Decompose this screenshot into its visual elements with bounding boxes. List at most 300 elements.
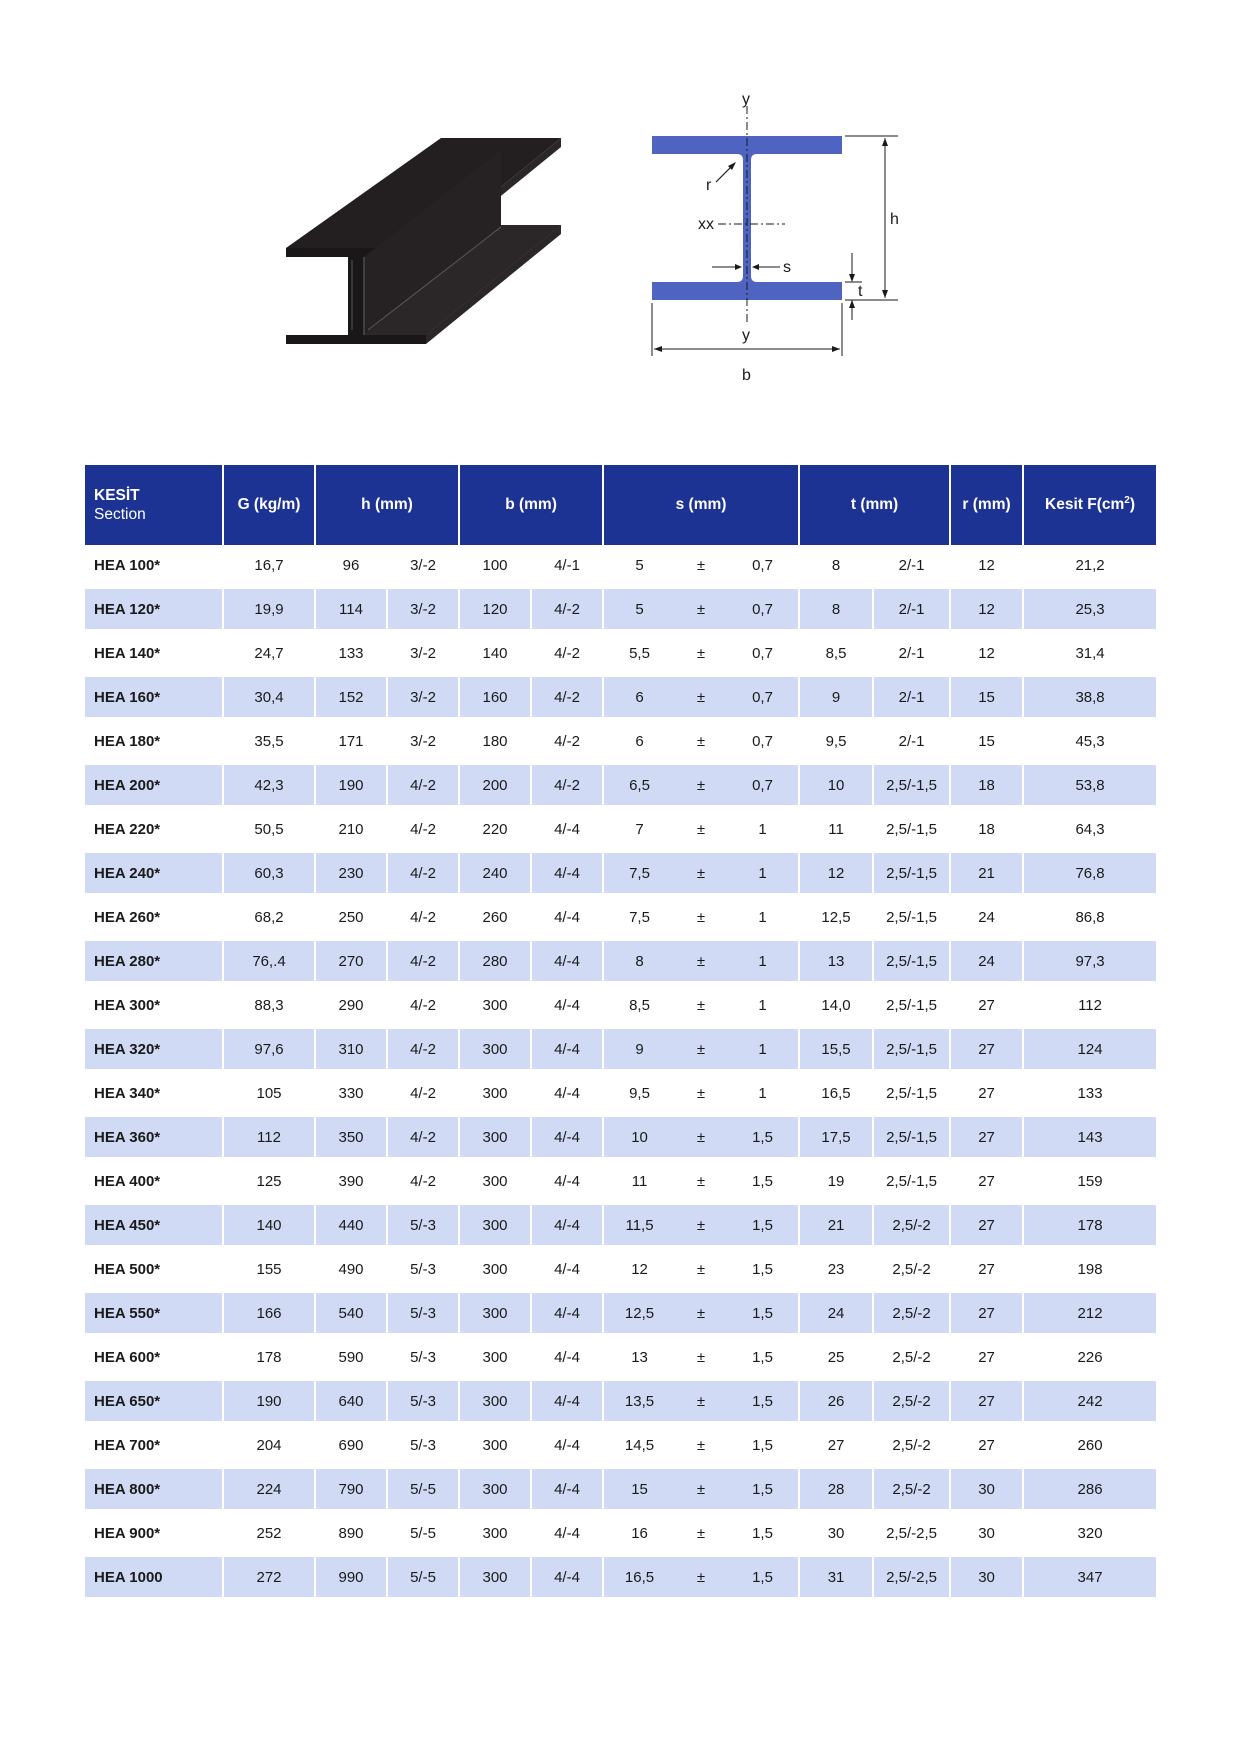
cell-r-val: 27 [950,1335,1023,1379]
cell-t-val: 9,5 [799,719,873,763]
table-row [85,1379,1157,1423]
cell-s-pm: ± [675,1159,727,1203]
cell-b-tol: 4/-4 [531,983,603,1027]
cell-f-val: 21,2 [1023,545,1157,587]
cell-b-val: 240 [459,851,531,895]
cell-s-pm: ± [675,1335,727,1379]
cell-s-pm: ± [675,1203,727,1247]
cell-h-tol: 3/-2 [387,631,459,675]
cell-s-tol: 1 [727,1071,799,1115]
cell-g: 97,6 [223,1027,315,1071]
cell-f-val: 347 [1023,1555,1157,1599]
cell-b-tol: 4/-4 [531,1203,603,1247]
cell-s-val: 7,5 [603,895,675,939]
cell-t-val: 24 [799,1291,873,1335]
cell-s-val: 12,5 [603,1291,675,1335]
cell-h-val: 590 [315,1335,387,1379]
cell-name: HEA 300* [85,983,223,1027]
cell-name: HEA 400* [85,1159,223,1203]
cell-h-tol: 4/-2 [387,1027,459,1071]
header-g: G (kg/m) [223,465,315,545]
table-row [85,1071,1157,1115]
cell-f-val: 86,8 [1023,895,1157,939]
hea-profile-table [85,465,1158,1601]
cell-s-val: 15 [603,1467,675,1511]
cell-g: 140 [223,1203,315,1247]
cell-b-val: 220 [459,807,531,851]
cell-h-val: 690 [315,1423,387,1467]
cell-t-tol: 2,5/-2,5 [873,1511,950,1555]
cell-h-val: 133 [315,631,387,675]
cell-s-val: 5,5 [603,631,675,675]
cell-r-val: 30 [950,1555,1023,1599]
cell-g: 155 [223,1247,315,1291]
cell-r-val: 27 [950,1247,1023,1291]
cell-s-val: 13 [603,1335,675,1379]
cell-s-val: 6 [603,675,675,719]
cell-t-tol: 2/-1 [873,545,950,587]
cell-r-val: 27 [950,1203,1023,1247]
cell-s-tol: 1,5 [727,1335,799,1379]
cell-r-val: 18 [950,763,1023,807]
cell-s-tol: 0,7 [727,587,799,631]
cell-g: 76,.4 [223,939,315,983]
cell-h-tol: 5/-5 [387,1555,459,1599]
cell-h-val: 96 [315,545,387,587]
cell-s-val: 10 [603,1115,675,1159]
cell-g: 178 [223,1335,315,1379]
table-row [85,1027,1157,1071]
cell-s-pm: ± [675,983,727,1027]
table-row [85,939,1157,983]
cell-s-tol: 1 [727,895,799,939]
cell-r-val: 27 [950,1027,1023,1071]
cell-s-pm: ± [675,1291,727,1335]
cell-h-tol: 4/-2 [387,763,459,807]
cell-h-tol: 3/-2 [387,587,459,631]
cell-t-val: 9 [799,675,873,719]
cell-f-val: 45,3 [1023,719,1157,763]
cell-t-val: 8 [799,587,873,631]
cell-f-val: 64,3 [1023,807,1157,851]
cell-s-pm: ± [675,587,727,631]
cell-h-tol: 5/-3 [387,1423,459,1467]
cell-s-pm: ± [675,939,727,983]
cell-t-val: 16,5 [799,1071,873,1115]
cell-t-tol: 2,5/-1,5 [873,1027,950,1071]
cell-b-val: 300 [459,1423,531,1467]
cell-t-val: 26 [799,1379,873,1423]
cell-s-val: 13,5 [603,1379,675,1423]
cell-b-tol: 4/-2 [531,719,603,763]
cell-b-val: 300 [459,1115,531,1159]
cell-b-val: 300 [459,983,531,1027]
cell-h-tol: 3/-2 [387,545,459,587]
cell-s-pm: ± [675,675,727,719]
cell-b-val: 300 [459,1467,531,1511]
cell-g: 112 [223,1115,315,1159]
cell-t-tol: 2,5/-2 [873,1247,950,1291]
cell-g: 19,9 [223,587,315,631]
cell-t-tol: 2,5/-2,5 [873,1555,950,1599]
cell-s-pm: ± [675,1027,727,1071]
label-h: h [890,211,899,228]
cell-s-pm: ± [675,1379,727,1423]
cell-r-val: 27 [950,983,1023,1027]
cell-h-tol: 3/-2 [387,675,459,719]
cell-t-tol: 2,5/-1,5 [873,851,950,895]
header-t: t (mm) [799,465,950,545]
header-section-en: Section [94,506,146,523]
cell-name: HEA 550* [85,1291,223,1335]
cell-b-val: 300 [459,1335,531,1379]
cell-b-tol: 4/-4 [531,1555,603,1599]
cell-f-val: 198 [1023,1247,1157,1291]
cell-t-tol: 2,5/-2 [873,1291,950,1335]
cell-b-tol: 4/-4 [531,807,603,851]
cell-g: 190 [223,1379,315,1423]
cell-s-tol: 1 [727,939,799,983]
table-header-row [85,465,1157,545]
cell-t-tol: 2,5/-1,5 [873,763,950,807]
cell-b-val: 300 [459,1379,531,1423]
cell-b-val: 200 [459,763,531,807]
cell-s-val: 12 [603,1247,675,1291]
cell-f-val: 320 [1023,1511,1157,1555]
header-f: Kesit $F(cm^2)$ [1023,465,1157,545]
cell-t-val: 27 [799,1423,873,1467]
table-row [85,1115,1157,1159]
cell-b-tol: 4/-2 [531,763,603,807]
cell-r-val: 27 [950,1071,1023,1115]
cell-f-val: 226 [1023,1335,1157,1379]
cell-b-tol: 4/-4 [531,1335,603,1379]
cell-h-tol: 3/-2 [387,719,459,763]
cell-s-tol: 1 [727,807,799,851]
cell-s-val: 7,5 [603,851,675,895]
cell-s-tol: 1,5 [727,1423,799,1467]
cell-name: HEA 500* [85,1247,223,1291]
cell-r-val: 27 [950,1159,1023,1203]
cell-t-tol: 2,5/-1,5 [873,895,950,939]
table-body [85,545,1157,1599]
cell-t-val: 8,5 [799,631,873,675]
cell-h-val: 440 [315,1203,387,1247]
cell-s-pm: ± [675,1071,727,1115]
cell-h-val: 290 [315,983,387,1027]
cell-name: HEA 900* [85,1511,223,1555]
cell-name: HEA 140* [85,631,223,675]
cell-h-tol: 5/-3 [387,1291,459,1335]
cell-name: HEA 600* [85,1335,223,1379]
cell-r-val: 15 [950,719,1023,763]
header-s: s (mm) [603,465,799,545]
cell-t-tol: 2,5/-1,5 [873,1115,950,1159]
cell-s-val: 6 [603,719,675,763]
cell-b-tol: 4/-4 [531,1027,603,1071]
cell-h-tol: 5/-3 [387,1379,459,1423]
cell-f-val: 112 [1023,983,1157,1027]
cell-s-val: 7 [603,807,675,851]
cell-h-tol: 4/-2 [387,807,459,851]
cell-name: HEA 240* [85,851,223,895]
cell-s-pm: ± [675,1555,727,1599]
cell-g: 68,2 [223,895,315,939]
cell-name: HEA 280* [85,939,223,983]
cell-b-tol: 4/-4 [531,1511,603,1555]
label-y-top: y [742,91,750,108]
cell-t-val: 28 [799,1467,873,1511]
cell-s-val: 14,5 [603,1423,675,1467]
cell-h-val: 270 [315,939,387,983]
cell-s-tol: 1,5 [727,1159,799,1203]
cell-f-val: 124 [1023,1027,1157,1071]
cell-g: 50,5 [223,807,315,851]
cell-b-tol: 4/-2 [531,587,603,631]
cell-g: 272 [223,1555,315,1599]
cell-h-val: 250 [315,895,387,939]
cell-h-val: 490 [315,1247,387,1291]
cell-b-tol: 4/-2 [531,675,603,719]
cell-h-tol: 4/-2 [387,983,459,1027]
label-y-bottom: y [742,327,750,344]
cell-h-tol: 5/-5 [387,1511,459,1555]
cell-h-tol: 4/-2 [387,1071,459,1115]
label-xx: xx [698,216,714,233]
table-row [85,1511,1157,1555]
cell-b-tol: 4/-2 [531,631,603,675]
cell-b-val: 100 [459,545,531,587]
cell-name: HEA 450* [85,1203,223,1247]
cell-s-val: 6,5 [603,763,675,807]
beam-bottom-flange-edge [286,335,426,344]
cell-t-tol: 2,5/-1,5 [873,807,950,851]
table-row [85,983,1157,1027]
cell-s-tol: 1 [727,983,799,1027]
cell-b-val: 300 [459,1511,531,1555]
cell-s-tol: 1,5 [727,1247,799,1291]
cell-t-tol: 2/-1 [873,675,950,719]
cell-f-val: 53,8 [1023,763,1157,807]
table-row [85,719,1157,763]
cell-h-tol: 4/-2 [387,1115,459,1159]
cell-t-tol: 2,5/-1,5 [873,939,950,983]
cell-t-val: 12 [799,851,873,895]
cell-t-tol: 2,5/-2 [873,1335,950,1379]
cell-s-val: 11,5 [603,1203,675,1247]
cell-f-val: 260 [1023,1423,1157,1467]
table-row [85,851,1157,895]
cell-s-pm: ± [675,851,727,895]
cell-g: 224 [223,1467,315,1511]
table-row [85,1247,1157,1291]
cell-b-tol: 4/-4 [531,1247,603,1291]
cell-t-val: 13 [799,939,873,983]
cell-g: 42,3 [223,763,315,807]
table-row [85,545,1157,587]
cell-s-tol: 1 [727,851,799,895]
cell-t-val: 25 [799,1335,873,1379]
i-beam-3d-illustration [286,130,576,360]
cell-t-val: 31 [799,1555,873,1599]
cell-s-tol: 1,5 [727,1555,799,1599]
cell-t-tol: 2,5/-2 [873,1379,950,1423]
cell-t-val: 14,0 [799,983,873,1027]
cell-g: 125 [223,1159,315,1203]
cell-b-tol: 4/-4 [531,1159,603,1203]
cell-t-tol: 2,5/-2 [873,1423,950,1467]
cell-b-tol: 4/-1 [531,545,603,587]
cell-h-tol: 4/-2 [387,1159,459,1203]
table-row [85,807,1157,851]
cell-s-pm: ± [675,1247,727,1291]
cell-name: HEA 160* [85,675,223,719]
cell-s-tol: 1,5 [727,1291,799,1335]
table-row [85,1203,1157,1247]
cell-s-pm: ± [675,895,727,939]
cell-t-tol: 2/-1 [873,719,950,763]
header-b: b (mm) [459,465,603,545]
cell-h-tol: 5/-3 [387,1247,459,1291]
cell-t-tol: 2,5/-2 [873,1203,950,1247]
cell-r-val: 27 [950,1379,1023,1423]
table-row [85,1467,1157,1511]
table-row [85,587,1157,631]
cell-s-pm: ± [675,1467,727,1511]
table-row [85,1555,1157,1599]
cell-g: 60,3 [223,851,315,895]
cell-b-val: 300 [459,1071,531,1115]
cell-b-val: 180 [459,719,531,763]
cell-b-tol: 4/-4 [531,1071,603,1115]
cell-b-val: 160 [459,675,531,719]
cell-name: HEA 320* [85,1027,223,1071]
cell-r-val: 15 [950,675,1023,719]
cell-t-tol: 2,5/-1,5 [873,983,950,1027]
cell-b-tol: 4/-4 [531,851,603,895]
cell-b-val: 300 [459,1027,531,1071]
cell-name: HEA 100* [85,545,223,587]
table-row [85,1159,1157,1203]
cell-b-val: 300 [459,1555,531,1599]
cell-t-val: 11 [799,807,873,851]
cell-g: 252 [223,1511,315,1555]
cell-s-tol: 1,5 [727,1511,799,1555]
label-r: r [706,177,712,194]
header-h: h (mm) [315,465,459,545]
table-row [85,1423,1157,1467]
cell-name: HEA 120* [85,587,223,631]
cell-g: 35,5 [223,719,315,763]
cell-h-val: 390 [315,1159,387,1203]
cell-b-val: 260 [459,895,531,939]
cell-s-val: 16,5 [603,1555,675,1599]
cell-b-val: 300 [459,1203,531,1247]
cell-s-pm: ± [675,545,727,587]
cell-s-tol: 1,5 [727,1467,799,1511]
cell-name: HEA 650* [85,1379,223,1423]
cell-h-val: 640 [315,1379,387,1423]
cell-r-val: 30 [950,1467,1023,1511]
cell-name: HEA 180* [85,719,223,763]
cell-f-val: 38,8 [1023,675,1157,719]
cell-s-pm: ± [675,631,727,675]
cell-h-val: 114 [315,587,387,631]
cell-name: HEA 200* [85,763,223,807]
cell-name: HEA 260* [85,895,223,939]
cell-t-tol: 2/-1 [873,587,950,631]
cell-s-val: 16 [603,1511,675,1555]
cell-r-val: 12 [950,631,1023,675]
cell-s-tol: 1,5 [727,1203,799,1247]
cell-h-val: 210 [315,807,387,851]
cell-f-val: 242 [1023,1379,1157,1423]
cell-b-tol: 4/-4 [531,1291,603,1335]
cell-name: HEA 800* [85,1467,223,1511]
cell-h-val: 330 [315,1071,387,1115]
cell-r-val: 18 [950,807,1023,851]
header-r: r (mm) [950,465,1023,545]
cell-name: HEA 1000 [85,1555,223,1599]
cell-r-val: 21 [950,851,1023,895]
cell-h-val: 540 [315,1291,387,1335]
cell-s-pm: ± [675,763,727,807]
cell-s-val: 8,5 [603,983,675,1027]
cell-f-val: 143 [1023,1115,1157,1159]
cell-name: HEA 360* [85,1115,223,1159]
cell-s-pm: ± [675,807,727,851]
cell-t-tol: 2,5/-1,5 [873,1159,950,1203]
table-row [85,1291,1157,1335]
cell-b-tol: 4/-4 [531,1379,603,1423]
cell-b-val: 300 [459,1159,531,1203]
cell-h-tol: 5/-5 [387,1467,459,1511]
cell-g: 24,7 [223,631,315,675]
cell-t-val: 30 [799,1511,873,1555]
cell-g: 204 [223,1423,315,1467]
cell-s-tol: 0,7 [727,763,799,807]
cell-g: 105 [223,1071,315,1115]
cell-r-val: 27 [950,1291,1023,1335]
cell-s-val: 5 [603,587,675,631]
cell-h-val: 152 [315,675,387,719]
cell-r-val: 12 [950,587,1023,631]
cell-r-val: 12 [950,545,1023,587]
cell-name: HEA 220* [85,807,223,851]
cell-r-val: 24 [950,939,1023,983]
cell-t-val: 17,5 [799,1115,873,1159]
cell-b-val: 120 [459,587,531,631]
cell-g: 88,3 [223,983,315,1027]
cell-h-tol: 4/-2 [387,895,459,939]
table-row [85,675,1157,719]
cell-s-val: 11 [603,1159,675,1203]
label-s: s [783,259,791,276]
cell-h-val: 310 [315,1027,387,1071]
cell-f-val: 25,3 [1023,587,1157,631]
cell-b-tol: 4/-4 [531,1467,603,1511]
cell-h-val: 190 [315,763,387,807]
cell-s-tol: 1,5 [727,1379,799,1423]
cell-f-val: 133 [1023,1071,1157,1115]
cell-t-val: 8 [799,545,873,587]
cell-name: HEA 700* [85,1423,223,1467]
cell-s-pm: ± [675,719,727,763]
cell-h-val: 790 [315,1467,387,1511]
header-section [85,465,223,545]
cell-b-val: 300 [459,1247,531,1291]
cell-s-val: 5 [603,545,675,587]
